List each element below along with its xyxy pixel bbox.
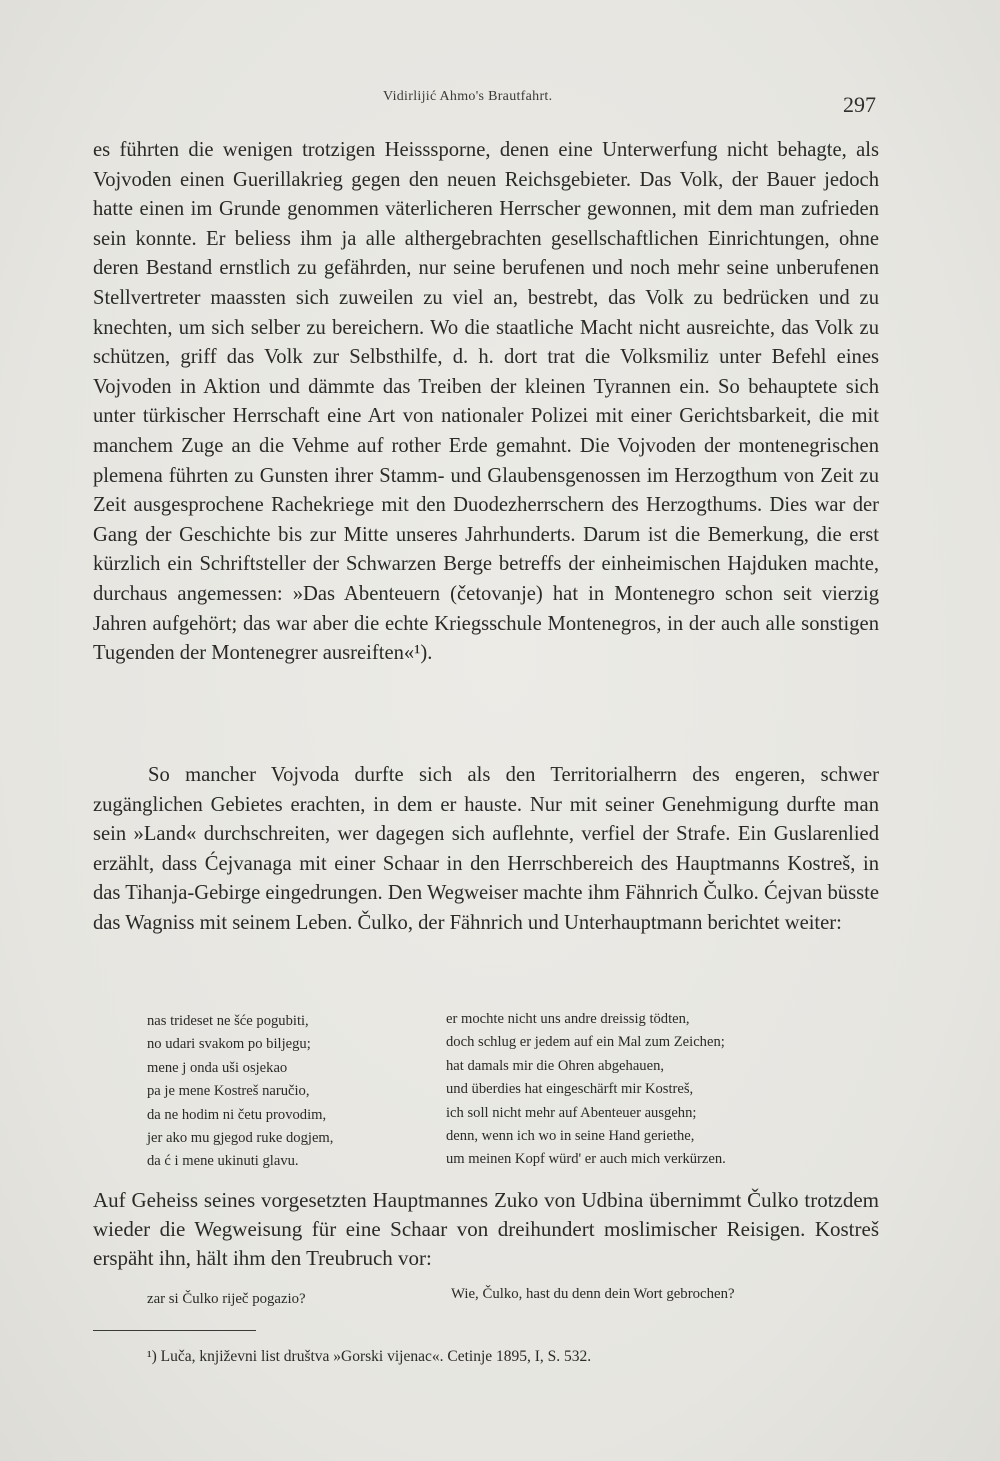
footnote-divider (93, 1330, 256, 1331)
paragraph-2: So mancher Vojvoda durfte sich als den Territorialherrn des engeren, schwer zugänglichen Gebietes erachten, in dem er hauste. Nur mit seiner Genehmigung durfte man sein »Land« durchschreiten, wer dagegen sich auflehnte, verfiel der Strafe. Ein Guslarenlied erzählt, dass Ćejvanaga mit einer Schaar in den Herrschbereich des Hauptmanns Kostreš, in das Tihanja-Gebirge eingedrungen. Den Wegweiser machte ihm Fähnrich Čulko. Ćejvan büsste das Wagniss mit seinem Leben. Čulko, der Fähnrich und Unterhauptmann berichtet weiter: (93, 764, 879, 934)
verse-line: hat damals mir die Ohren abgehauen, (446, 1057, 665, 1074)
verse-original (147, 1010, 333, 1174)
verse-line: da ć i mene ukinuti glavu. (147, 1153, 299, 1170)
verse-line: pa je mene Kostreš naručio, (147, 1083, 310, 1100)
running-title: Vidirlijić Ahmo's Brautfahrt. (383, 89, 553, 104)
footnote: ¹) Luča, književni list društva »Gorski vijenac«. Cetinje 1895, I, S. 532. (147, 1348, 592, 1365)
question-original: zar si Čulko riječ pogazio? (147, 1291, 306, 1307)
paragraph-3: Auf Geheiss seines vorgesetzten Hauptmannes Zuko von Udbina übernimmt Čulko trotzdem wieder die Wegweisung für eine Schaar von dreihundert moslimischer Reisigen. Kostreš erspäht ihn, hält ihm den Treubruch vor: (93, 1188, 879, 1270)
verse-line: doch schlug er jedem auf ein Mal zum Zeichen; (446, 1034, 725, 1051)
page-number: 297 (843, 92, 876, 117)
verse-line: und überdies hat eingeschärft mir Kostreš, (446, 1081, 694, 1098)
verse-line: da ne hodim ni četu provodim, (147, 1106, 327, 1123)
verse-line: ich soll nicht mehr auf Abenteuer ausgehn; (446, 1104, 697, 1121)
paragraph-1: es führten die wenigen trotzigen Heisssporne, denen eine Unterwerfung nicht behagte, als Vojvoden einen Guerillakrieg gegen den neuen Reichsgebieter. Das Volk, der Bauer jedoch hatte einen im Grunde genommen väterlicheren Herrscher gewonnen, mit dem man zufrieden sein konnte. Er beliess ihm ja alle althergebrachten gesellschaftlichen Einrichtungen, ohne deren Bestand ernstlich zu gefährden, nur seine berufenen und noch mehr seine unberufenen Stellvertreter maassten sich zuweilen zu viel an, bestrebt, das Volk zu bedrücken und zu knechten, um sich selber zu bereichern. Wo die staatliche Macht nicht ausreichte, das Volk zu schützen, griff das Volk zur Selbsthilfe, d. h. dort trat die Volksmiliz unter Befehl eines Vojvoden in Aktion und dämmte das Treiben der kleinen Tyrannen ein. So behauptete sich unter türkischer Herrschaft eine Art von nationaler Polizei mit einer Gerichtsbarkeit, die mit manchem Zuge an die Vehme auf rother Erde gemahnt. Die Vojvoden der montenegrischen plemena führten zu Gunsten ihrer Stamm- und Glaubensgenossen im Herzogthum von Zeit zu Zeit ausgesprochene Rachekriege mit den Duodezherrschern des Herzogthums. Dies war der Gang der Geschichte bis zur Mitte unseres Jahrhunderts. Darum ist die Bemerkung, die erst kürzlich ein Schriftsteller der Schwarzen Berge betreffs der einheimischen Hajduken machte, durchaus angemessen: »Das Abenteuern (četovanje) hat in Montenegro schon seit vierzig Jahren aufgehört; das war aber die echte Kriegsschule Montenegros, in der auch alle sonstigen Tugenden der Montenegrer ausreiften«¹). (93, 139, 879, 665)
verse-line: nas trideset ne šće pogubiti, (147, 1013, 309, 1029)
verse-line: um meinen Kopf würd' er auch mich verkürzen. (446, 1151, 726, 1168)
verse-line: jer ako mu gjegod ruke dogjem, (147, 1130, 334, 1147)
verse-line: denn, wenn ich wo in seine Hand geriethe, (446, 1128, 695, 1145)
verse-line: mene j onda uši osjekao (147, 1059, 288, 1076)
question-translation: Wie, Čulko, hast du denn dein Wort gebrochen? (451, 1286, 735, 1302)
verse-line: no udari svakom po biljegu; (147, 1036, 311, 1053)
verse-line: er mochte nicht uns andre dreissig tödten, (446, 1011, 690, 1027)
verse-translation (446, 1008, 726, 1172)
